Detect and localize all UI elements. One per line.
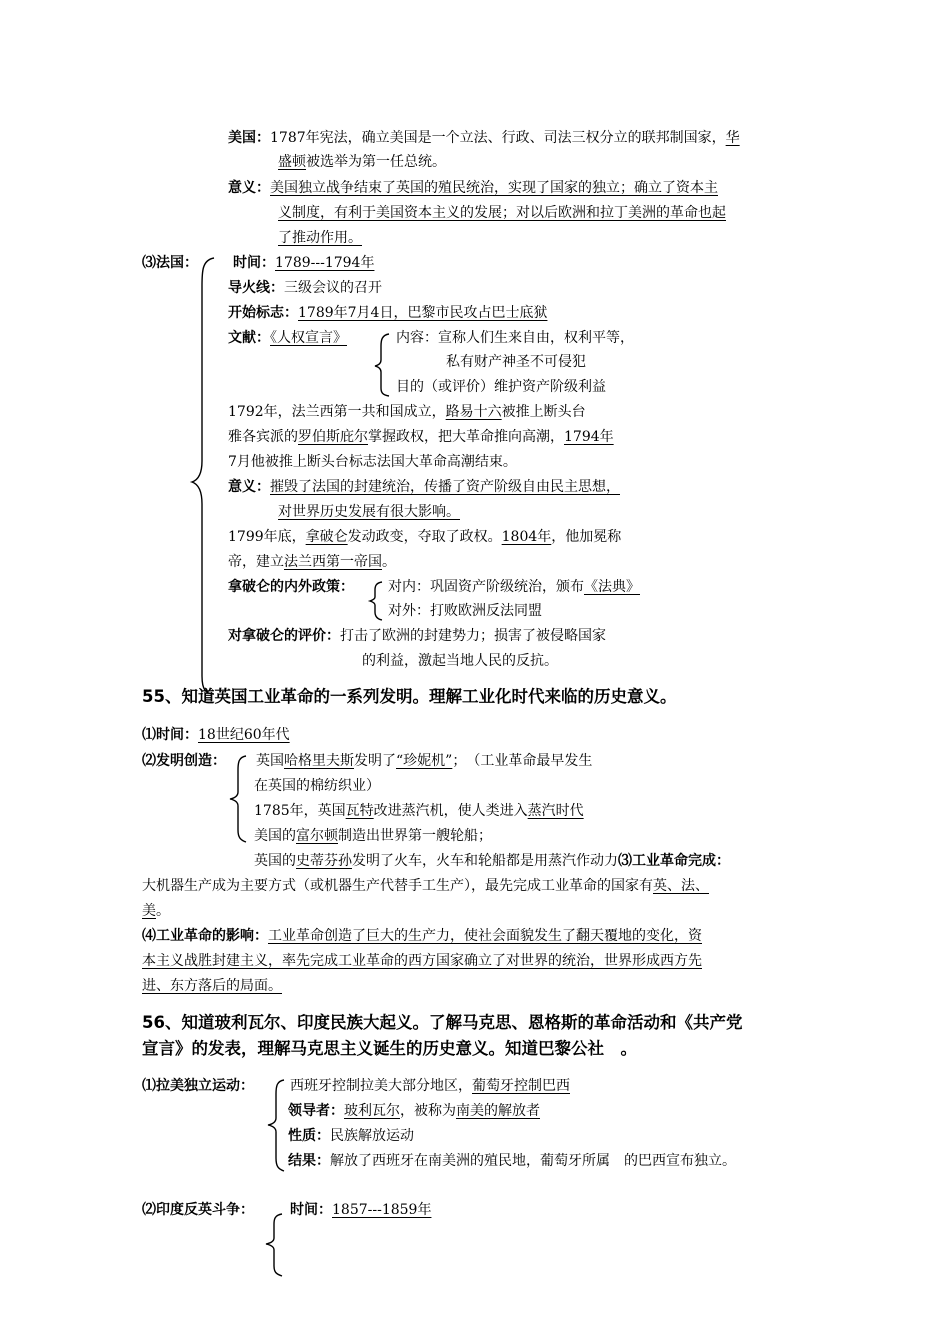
- industrial-time: ⑴时间：18世纪60年代: [142, 727, 290, 743]
- latam-result: 结果：解放了西班牙在南美洲的殖民地，葡萄牙所属 的巴西宣布独立。: [288, 1153, 736, 1169]
- india-time: 时间：1857---1859年: [290, 1202, 432, 1218]
- napoleon-evaluation-1: 对拿破仑的评价：打击了欧洲的封建势力；损害了被侵略国家: [228, 628, 606, 644]
- document-brace-icon: [373, 332, 393, 398]
- india-label: ⑵印度反英斗争：: [142, 1202, 254, 1218]
- usa-significance-2: 义制度，有利于美国资本主义的发展；对以后欧洲和拉丁美洲的革命也起: [278, 205, 726, 221]
- france-significance-2: 对世界历史发展有很大影响。: [278, 504, 460, 520]
- latam-brace-icon: [266, 1078, 288, 1174]
- document-purpose: 目的（或评价）维护资产阶级利益: [396, 379, 606, 395]
- invention-steam-engine: 1785年，英国瓦特改进蒸汽机，使人类进入蒸汽时代: [254, 803, 584, 819]
- usa-line-2: 盛顿被选举为第一任总统。: [278, 154, 446, 170]
- latam-colonies: 西班牙控制拉美大部分地区，葡萄牙控制巴西: [290, 1078, 570, 1094]
- napoleon-evaluation-2: 的利益，激起当地人民的反抗。: [362, 653, 558, 669]
- invention-jenny: 英国哈格里夫斯发明了“珍妮机”； （工业革命最早发生: [256, 753, 593, 769]
- napoleon-policy-domestic: 对内：巩固资产阶级统治，颁布《法典》: [388, 579, 640, 595]
- latam-label: ⑴拉美独立运动：: [142, 1078, 254, 1094]
- france-label: ⑶法国：: [142, 255, 198, 271]
- inventions-brace-icon: [228, 754, 250, 844]
- napoleon-policy-label: 拿破仑的内外政策：: [228, 579, 354, 595]
- france-significance-1: 意义：摧毁了法国的封建统治，传播了资产阶级自由民主思想，: [228, 479, 620, 495]
- section-56-heading-1: 56、知道玻利瓦尔、印度民族大起义。了解马克思、恩格斯的革命活动和《共产党: [142, 1013, 743, 1032]
- france-jacobin: 雅各宾派的罗伯斯庇尔掌握政权，把大革命推向高潮，1794年: [228, 429, 614, 445]
- usa-significance-1: 意义：美国独立战争结束了英国的殖民统治，实现了国家的独立；确立了资本主: [228, 180, 718, 196]
- france-end: 7月他被推上断头台标志法国大革命高潮结束。: [228, 454, 517, 470]
- document-content-1: 内容：宣称人们生来自由，权利平等，: [396, 330, 634, 346]
- france-fuse: 导火线：三级会议的召开: [228, 280, 382, 296]
- invention-jenny-note: 在英国的棉纺织业）: [254, 778, 380, 794]
- france-document: 文献：《人权宣言》: [228, 330, 347, 346]
- industrial-impact-1: ⑷工业革命的影响：工业革命创造了巨大的生产力，使社会面貌发生了翻天覆地的变化，资: [142, 928, 702, 944]
- invention-train: 英国的史蒂芬孙发明了火车，火车和轮船都是用蒸汽作动力⑶工业革命完成：: [254, 853, 730, 869]
- usa-significance-3: 了推动作用。: [278, 230, 362, 246]
- document-content-2: 私有财产神圣不可侵犯: [446, 354, 586, 370]
- usa-line-1: 美国：1787年宪法，确立美国是一个立法、行政、司法三权分立的联邦制国家，华: [228, 130, 740, 146]
- industrial-completion-2: 美。: [142, 903, 170, 919]
- latam-leader: 领导者：玻利瓦尔，被称为南美的解放者: [288, 1103, 540, 1119]
- section-56-heading-2: 宣言》的发表，理解马克思主义诞生的历史意义。知道巴黎公社 。: [142, 1039, 637, 1058]
- industrial-impact-2: 本主义战胜封建主义，率先完成工业革命的西方国家确立了对世界的统治，世界形成西方先: [142, 953, 702, 969]
- policy-brace-icon: [368, 580, 386, 622]
- france-start: 开始标志：1789年7月4日，巴黎市民攻占巴士底狱: [228, 305, 548, 321]
- napoleon-1: 1799年底，拿破仑发动政变，夺取了政权。1804年，他加冕称: [228, 529, 622, 545]
- napoleon-policy-foreign: 对外：打败欧洲反法同盟: [388, 603, 542, 619]
- france-republic: 1792年，法兰西第一共和国成立，路易十六被推上断头台: [228, 404, 586, 420]
- industrial-completion-1: 大机器生产成为主要方式（或机器生产代替手工生产），最先完成工业革命的国家有英、法、: [142, 878, 709, 894]
- india-brace-icon: [264, 1212, 286, 1278]
- napoleon-2: 帝，建立法兰西第一帝国。: [228, 554, 396, 570]
- france-time: 时间：1789---1794年: [233, 255, 375, 271]
- section-55-heading: 55、知道英国工业革命的一系列发明。理解工业化时代来临的历史意义。: [142, 687, 677, 706]
- france-brace-icon: [190, 256, 218, 696]
- inventions-label: ⑵发明创造：: [142, 753, 226, 769]
- invention-steamship: 美国的富尔顿制造出世界第一艘轮船；: [254, 828, 492, 844]
- latam-nature: 性质：民族解放运动: [288, 1128, 414, 1144]
- industrial-impact-3: 进、东方落后的局面。: [142, 978, 282, 994]
